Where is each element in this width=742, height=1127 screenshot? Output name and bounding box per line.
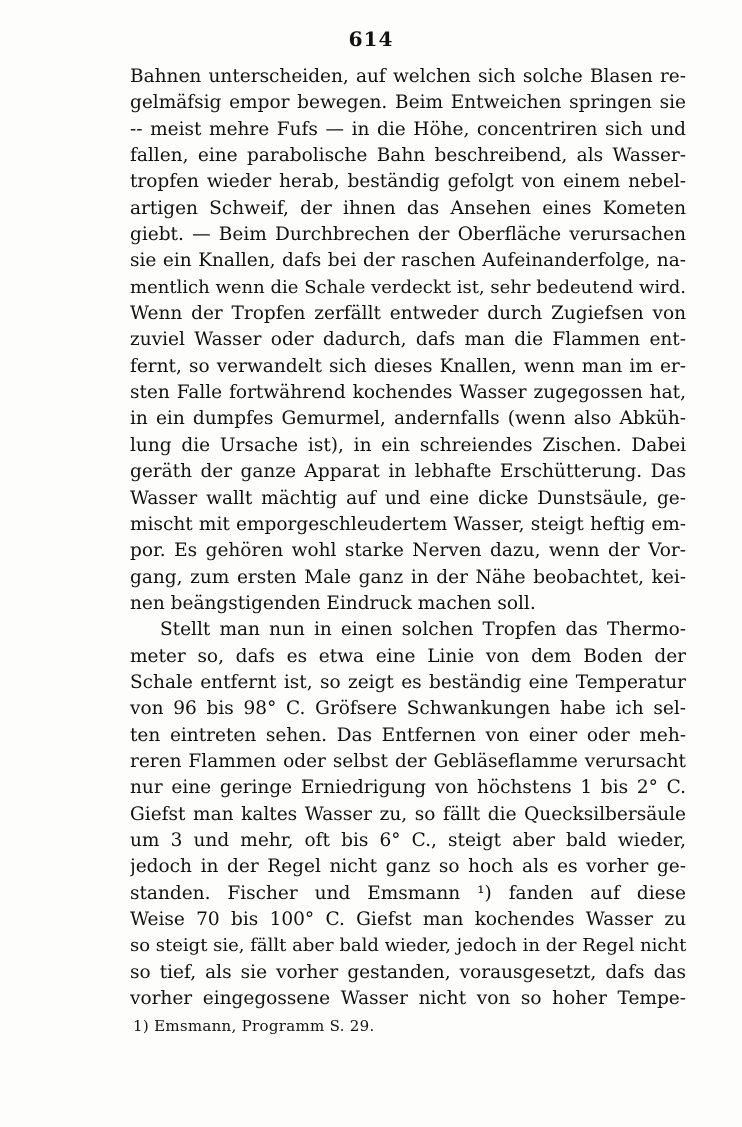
text-line: vorher eingegossene Wasser nicht von so hoher Tempe- bbox=[130, 988, 686, 1010]
footnote: 1) Emsmann, Programm S. 29. bbox=[133, 1017, 375, 1035]
text-line: gang, zum ersten Male ganz in der Nähe beobachtet, kei- bbox=[130, 566, 686, 588]
text-line: Stellt man nun in einen solchen Tropfen das Thermo- bbox=[160, 619, 686, 641]
text-line: Weise 70 bis 100° C. Giefst man kochendes Wasser zu bbox=[130, 909, 686, 930]
page-number: 614 bbox=[348, 27, 394, 51]
text-line: por. Es gehören wohl starke Nerven dazu, wenn der Vor- bbox=[130, 540, 686, 562]
text-line: lung die Ursache ist), in ein schreiendes Zischen. Dabei bbox=[130, 434, 686, 456]
text-line: giebt. — Beim Durchbrechen der Oberfläche verursachen bbox=[130, 224, 686, 246]
text-line: Schale entfernt ist, so zeigt es beständig eine Temperatur bbox=[130, 671, 686, 693]
text-line: so steigt sie, fällt aber bald wieder, jedoch in der Regel nicht bbox=[130, 935, 686, 957]
text-line: Bahnen unterscheiden, auf welchen sich solche Blasen re- bbox=[130, 66, 686, 87]
text-line: nur eine geringe Erniedrigung von höchstens 1 bis 2° C. bbox=[130, 777, 686, 799]
text-line: sten Falle fortwährend kochendes Wasser zugegossen hat, bbox=[130, 382, 686, 404]
text-line: nen beängstigenden Eindruck machen soll. bbox=[130, 592, 536, 614]
text-line: von 96 bis 98° C. Gröfsere Schwankungen habe ich sel- bbox=[130, 698, 686, 720]
text-line: fallen, eine parabolische Bahn beschreibend, als Wasser- bbox=[130, 145, 686, 167]
text-line: Wasser wallt mächtig auf und eine dicke Dunstsäule, ge- bbox=[130, 487, 686, 509]
text-line: jedoch in der Regel nicht ganz so hoch als es vorher ge- bbox=[130, 856, 686, 878]
text-line: tropfen wieder herab, beständig gefolgt von einem nebel- bbox=[130, 171, 686, 193]
text-line: Wenn der Tropfen zerfällt entweder durch Zugiefsen von bbox=[130, 303, 686, 325]
body-text bbox=[130, 64, 686, 1012]
text-line: um 3 und mehr, oft bis 6° C., steigt aber bald wieder, bbox=[130, 829, 686, 851]
text-line: in ein dumpfes Gemurmel, andernfalls (wenn also Abküh- bbox=[130, 408, 686, 430]
text-line: -- meist mehre Fufs — in die Höhe, concentriren sich und bbox=[130, 118, 686, 140]
text-line: sie ein Knallen, dafs bei der raschen Aufeinanderfolge, na- bbox=[130, 250, 686, 272]
text-line: Giefst man kaltes Wasser zu, so fällt die Quecksilbersäule bbox=[130, 803, 686, 825]
text-line: standen. Fischer und Emsmann ¹) fanden auf diese bbox=[130, 882, 686, 904]
text-line: geräth der ganze Apparat in lebhafte Erschütterung. Das bbox=[130, 461, 686, 483]
text-line: fernt, so verwandelt sich dieses Knallen, wenn man im er- bbox=[130, 355, 686, 377]
text-line: ten eintreten sehen. Das Entfernen von einer oder meh- bbox=[130, 724, 686, 746]
text-line: zuviel Wasser oder dadurch, dafs man die Flammen ent- bbox=[130, 329, 686, 351]
text-line: mentlich wenn die Schale verdeckt ist, sehr bedeutend wird. bbox=[130, 276, 686, 298]
text-line: reren Flammen oder selbst der Gebläseflamme verursacht bbox=[130, 750, 686, 772]
text-line: mischt mit emporgeschleudertem Wasser, steigt heftig em- bbox=[130, 513, 686, 535]
text-line: gelmäfsig empor bewegen. Beim Entweichen springen sie bbox=[130, 92, 686, 114]
text-line: so tief, als sie vorher gestanden, vorausgesetzt, dafs das bbox=[130, 961, 686, 983]
text-line: artigen Schweif, der ihnen das Ansehen eines Kometen bbox=[130, 197, 686, 219]
text-line: meter so, dafs es etwa eine Linie von dem Boden der bbox=[130, 645, 686, 667]
